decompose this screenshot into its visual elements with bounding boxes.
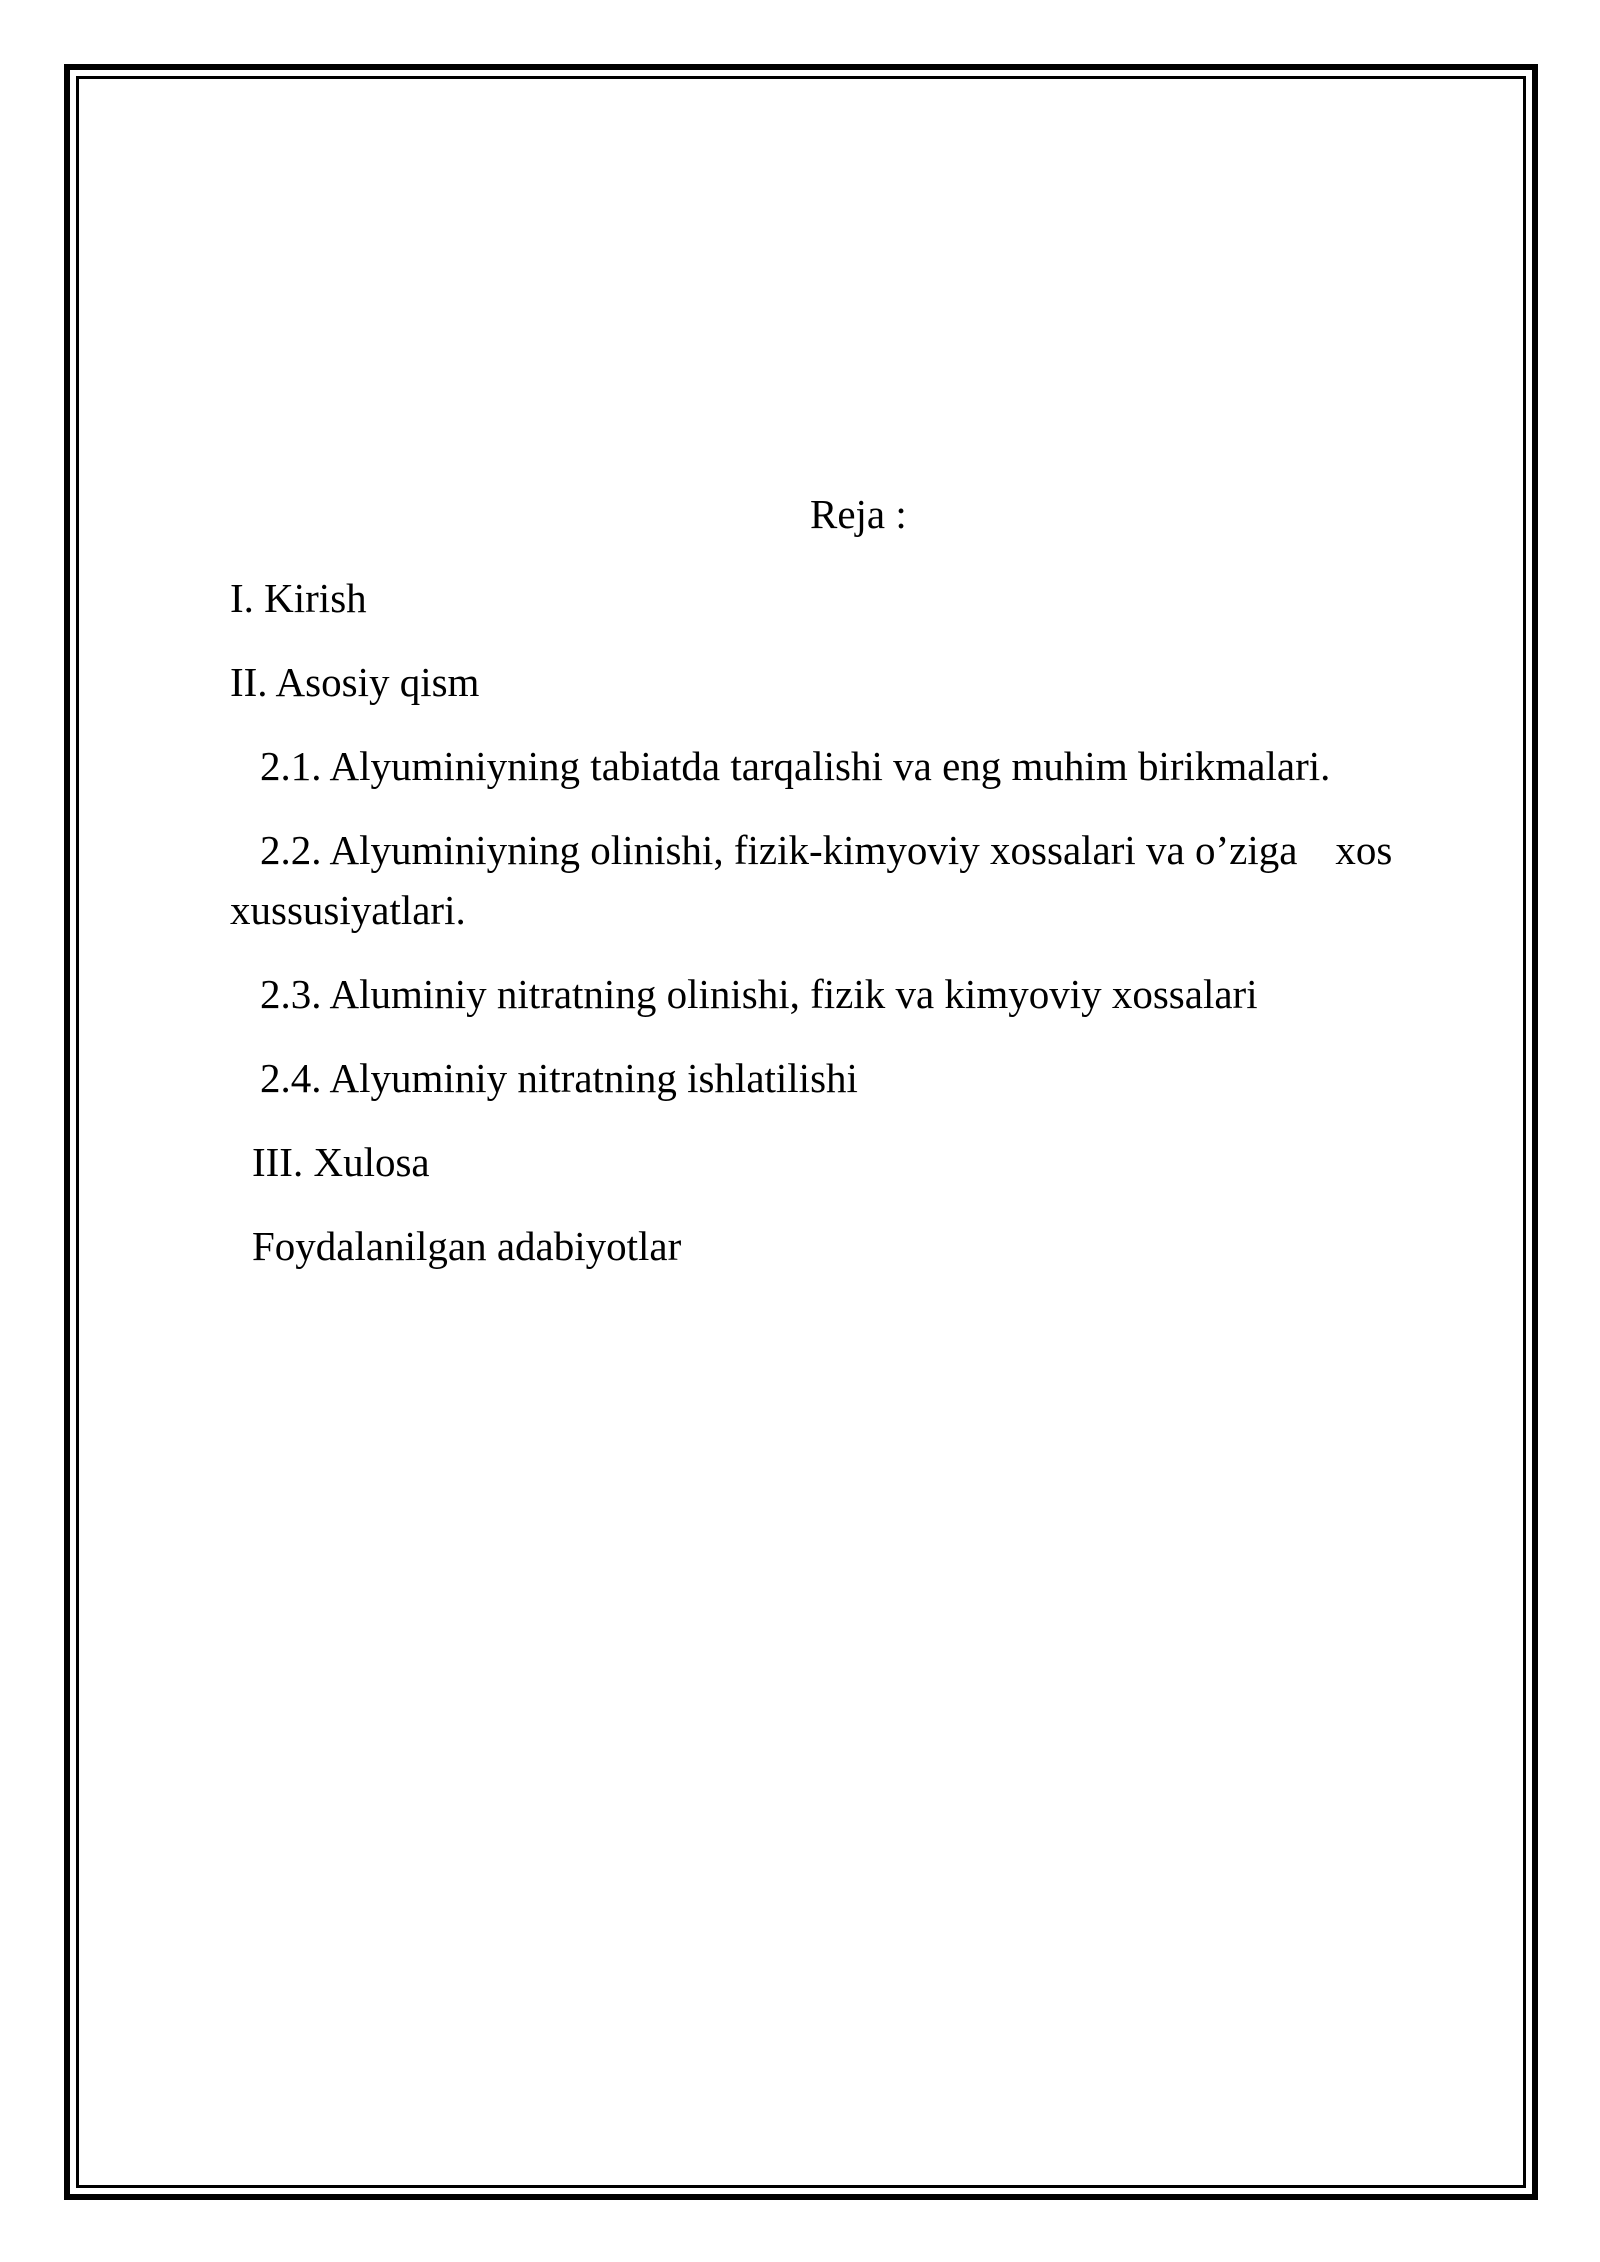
plan-subitem-2-1: 2.1. Alyuminiyning tabiatda tarqalishi va eng muhim birikmalari.	[260, 743, 1331, 789]
plan-subitem-2-2-wrap: xussusiyatlari.	[230, 887, 466, 933]
plan-item-references: Foydalanilgan adabiyotlar	[252, 1223, 682, 1269]
plan-title: Reja :	[810, 491, 907, 537]
plan-subitem-2-2-text: 2.2. Alyuminiyning olinishi, fizik-kimyoviy xossalari va o’ziga	[260, 827, 1298, 873]
plan-subitem-2-2	[260, 820, 1392, 880]
plan-item-conclusion: III. Xulosa	[252, 1139, 430, 1185]
plan-subitem-2-3: 2.3. Aluminiy nitratning olinishi, fizik va kimyoviy xossalari	[260, 971, 1258, 1017]
plan-item-main-part: II. Asosiy qism	[230, 659, 480, 705]
plan-subitem-2-4: 2.4. Alyuminiy nitratning ishlatilishi	[260, 1055, 858, 1101]
plan-item-introduction: I. Kirish	[230, 575, 367, 621]
plan-subitem-2-2-continuation: xos	[1335, 827, 1393, 873]
